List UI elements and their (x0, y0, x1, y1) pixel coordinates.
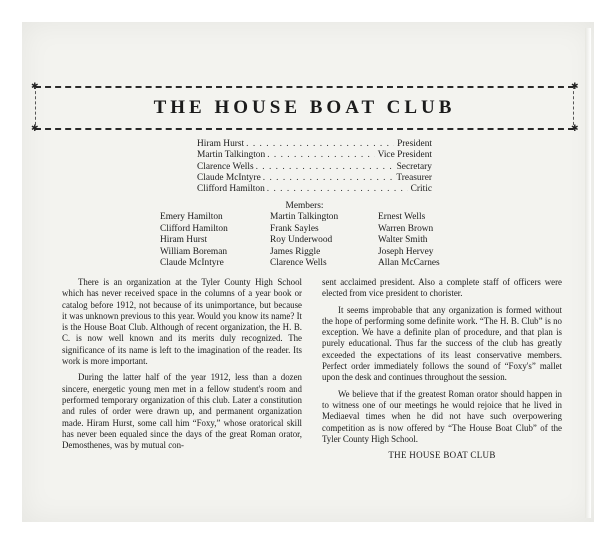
member-name: Warren Brown (378, 223, 434, 234)
officer-role: Secretary (396, 161, 432, 172)
officers-list (197, 139, 432, 195)
member-name: James Riggle (270, 246, 321, 257)
corner-ornament-icon: ✱ (31, 123, 39, 133)
signature: THE HOUSE BOAT CLUB (388, 450, 496, 461)
officer-name: Claude McIntyre (197, 172, 261, 183)
member-name: Roy Underwood (270, 235, 333, 246)
corner-ornament-icon: ✱ (571, 123, 579, 133)
members-column (270, 212, 338, 270)
member-name: Walter Smith (378, 235, 428, 246)
officer-role: Critic (410, 184, 432, 195)
paragraph: There is an organization at the Tyler County High School which has never received space in the columns of a year book or catalog before 1912, not because of its unimportance, but because it was unknown previous to this year. Would you know its name? It is the House Boat Club. Although of recent organization, the H. B. C. is now well known and its merits duly recognized. The significance of its name is left to the imagination of the reader. Its work is more important. (62, 277, 302, 367)
paragraph: It seems improbable that any organization is formed without the hope of performing some definite work. “The H. B. Club” is no exception. We have a definite plan of procedure, and that plan is purely educational. Thus far the success of the club has greatly exceeded the expectations of its least conservative members. Perfect order immediately follows the sound of “Foxy's” mallet upon the desk and continues throughout the session. (322, 304, 562, 383)
officer-role: President (397, 139, 432, 149)
leader-dots (246, 139, 394, 150)
corner-ornament-icon: ✱ (31, 81, 39, 91)
member-name: Joseph Hervey (378, 246, 434, 257)
leader-dots (256, 162, 394, 173)
leader-dots (267, 150, 374, 161)
member-name: Emery Hamilton (160, 212, 223, 222)
officer-row (197, 184, 432, 195)
title-banner (31, 81, 579, 133)
page-edge (585, 28, 591, 518)
member-name: Ernest Wells (378, 212, 426, 222)
members-heading: Members: (285, 201, 324, 211)
member-name: Frank Sayles (270, 223, 319, 234)
officer-name: Clarence Wells (197, 161, 254, 172)
page-title: THE HOUSE BOAT CLUB (153, 97, 456, 118)
officer-role: Vice President (377, 150, 432, 161)
member-name: Hiram Hurst (160, 235, 208, 246)
officer-row (197, 150, 432, 161)
officer-name: Hiram Hurst (197, 139, 245, 149)
member-name: Clifford Hamilton (160, 223, 228, 234)
officer-name: Martin Talkington (197, 150, 266, 161)
article-left-column (62, 277, 302, 456)
paragraph: sent acclaimed president. Also a complete staff of officers were elected from vice president to chorister. (322, 277, 562, 299)
member-name: Allan McCarnes (378, 258, 440, 269)
officer-row (197, 139, 432, 150)
officer-role: Treasurer (396, 172, 432, 183)
member-name: Claude McIntyre (160, 258, 224, 269)
paragraph: We believe that if the greatest Roman orator should happen in to witness one of our meetings he would rejoice that he lived in Mediaeval times when he did not have such overpowering competition as is now offered by “The House Boat Club” of the Tyler County High School. (322, 388, 562, 444)
member-name: Clarence Wells (270, 258, 327, 269)
paragraph: During the latter half of the year 1912, less than a dozen sincere, energetic young men met in a fellow student's room and performed temporary organization of this club. Later a constitution and rules of order were drawn up, and permanent organization made. Hiram Hurst, some call him “Foxy,” whose oratorical skill has never been equaled since the days of the great Roman orator, Demosthenes, was by mutual con- (62, 372, 302, 451)
leader-dots (267, 184, 408, 195)
officer-row (197, 162, 432, 173)
members-column (378, 212, 440, 270)
leader-dots (263, 173, 394, 184)
officer-row (197, 173, 432, 184)
member-name: William Boreman (160, 246, 228, 257)
article-right-column (322, 277, 562, 461)
officer-name: Clifford Hamilton (197, 184, 265, 195)
corner-ornament-icon: ✱ (571, 81, 579, 91)
members-column (160, 212, 228, 270)
member-name: Martin Talkington (270, 212, 339, 222)
